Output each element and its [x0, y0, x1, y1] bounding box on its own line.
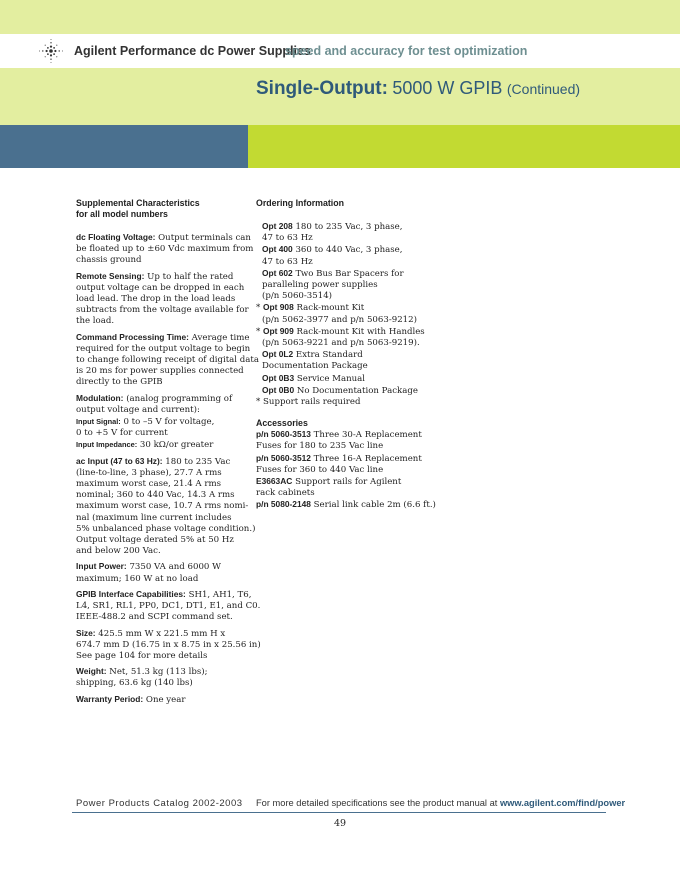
- agilent-spark-logo-icon: [38, 38, 64, 64]
- spec-input-power: Input Power: 7350 VA and 6000 W maximum; 160 W at no load: [76, 561, 221, 584]
- spec-warranty: Warranty Period: One year: [76, 693, 186, 705]
- spec-dc-floating: dc Floating Voltage: Output terminals can be floated up to ±60 Vdc maximum from chassis ground: [76, 232, 254, 266]
- agilent-url-link[interactable]: www.agilent.com/find/power: [499, 798, 626, 808]
- catalog-footer: Power Products Catalog 2002-2003: [76, 798, 243, 809]
- spec-gpib-interface: GPIB Interface Capabilities: SH1, AH1, T6, L4, SR1, RL1, PP0, DC1, DT1, E1, and C0. IEEE-488.2 and SCPI command set.: [76, 588, 261, 623]
- page-title-suffix: (Continued): [506, 81, 581, 97]
- spec-ac-input: ac Input (47 to 63 Hz): 180 to 235 Vac (line-to-line, 3 phase), 27.7 A rms maximum worst case, 21.4 A rms nominal; 360 to 440 Vac, 14.3 A rms maximum worst case, 10.7 A rms nomi- nal (maximum line current includes 5% unbalanced phase voltage condition.) Output voltage derated 5% at 50 Hz and below 200 Vac.: [76, 455, 256, 557]
- footer-rule: [72, 812, 606, 813]
- page-title: [256, 78, 580, 100]
- brand-tagline: speed and accuracy for test optimization: [285, 44, 528, 58]
- support-rails-footnote: * Support rails required: [256, 397, 361, 408]
- spec-size: Size: 425.5 mm W x 221.5 mm H x 674.7 mm D (16.75 in x 8.75 in x 25.56 in) See page 104 for more details: [76, 627, 261, 661]
- color-band-blue: [0, 125, 248, 168]
- accessories-heading: Accessories: [256, 418, 308, 429]
- ordering-heading: Ordering Information: [256, 198, 344, 208]
- page-title-main: 5000 W GPIB: [392, 78, 503, 98]
- spec-remote-sensing: Remote Sensing: Up to half the rated output voltage can be dropped in each load lead. The drop in the load leads subtracts from the voltage available for the load.: [76, 270, 249, 327]
- accessory-list: p/n 5060-3513 Three 30-A Replacement Fuses for 180 to 235 Vac line p/n 5060-3512 Three 16-A Replacement Fuses for 360 to 440 Vac line E3663AC Support rails for Agilent rack cabinets p/n 5080-2148 Serial link cable 2m (6.6 ft.): [256, 429, 436, 511]
- header-band-left: [0, 68, 248, 125]
- page-number: 49: [333, 818, 347, 829]
- ordering-information-column: [256, 198, 456, 516]
- supplemental-characteristics-column: [76, 198, 261, 710]
- page-title-bold: Single-Output:: [256, 78, 388, 99]
- more-info-footer: For more detailed specifications see the product manual at www.agilent.com/find/power: [256, 798, 626, 808]
- brand-title: Agilent Performance dc Power Supplies: [74, 44, 311, 58]
- header-band-top: [0, 0, 680, 34]
- option-list-item: Opt 208 180 to 235 Vac, 3 phase, 47 to 63 Hz Opt 400 360 to 440 Vac, 3 phase, 47 to 63 Hz Opt 602 Two Bus Bar Spacers for paralleling power supplies (p/n 5060-3514) * Opt 908 Rack-mount Kit (p/n 5062-3977 and p/n 5063-9212) * Opt 909 Rack-mount Kit with Handles (p/n 5063-9221 and p/n 5063-9219). Opt 0L2 Extra Standard Documentation Package Opt 0B3 Service Manual Opt 0B0 No Documentation Package * Support rails required: [256, 221, 456, 408]
- spec-modulation: Modulation: (analog programming of output voltage and current): Input Signal: 0 to –5 V for voltage, 0 to +5 V for current Input Impedance: 30 kΩ/or greater: [76, 392, 233, 451]
- color-band-lime: [248, 125, 680, 168]
- spec-weight: Weight: Net, 51.3 kg (113 lbs); shipping, 63.6 kg (140 lbs): [76, 666, 208, 689]
- supplemental-heading: Supplemental Characteristics for all model numbers: [76, 198, 200, 219]
- spec-command-processing: Command Processing Time: Average time required for the output voltage to begin to change following receipt of digital data is 20 ms for power supplies connected directly to the GPIB: [76, 331, 259, 388]
